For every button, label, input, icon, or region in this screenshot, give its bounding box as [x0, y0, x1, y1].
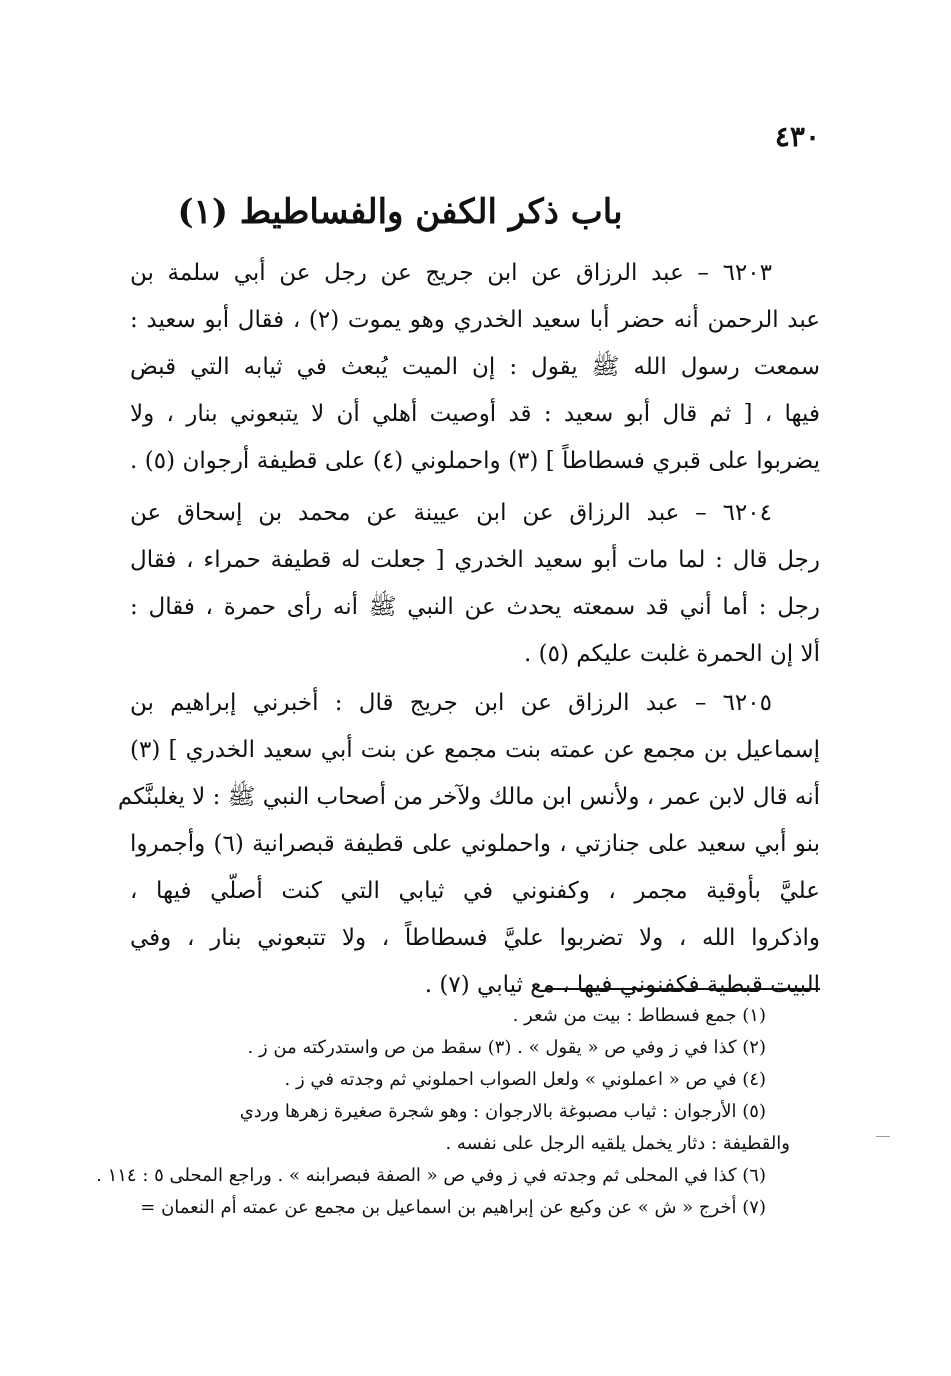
- footnote-line: (٥) الأرجوان : ثياب مصبوغة بالارجوان : وهو شجرة صغيرة زهرها وردي: [239, 1101, 766, 1122]
- footnote-line: (٤) في ص « اعملوني » ولعل الصواب احملوني ثم وجدته في ز .: [284, 1069, 766, 1090]
- text-line: بنو أبي سعيد على جنازتي ، واحملوني على قطيفة قبصرانية (٦) وأجمروا: [130, 831, 821, 857]
- text-line: ألا إن الحمرة غلبت عليكم (٥) .: [523, 641, 820, 667]
- footnote-line: (٧) أخرج « ش » عن وكيع عن إبراهيم بن اسماعيل بن مجمع عن عمته أم النعمان =: [140, 1197, 766, 1218]
- text-line: سمعت رسول الله ﷺ يقول : إن الميت يُبعث في ثيابه التي قبض: [130, 354, 820, 380]
- margin-mark: [876, 1136, 890, 1137]
- footnote-line: والقطيفة : دثار يخمل يلقيه الرجل على نفسه .: [445, 1133, 790, 1154]
- text-line: فيها ، [ ثم قال أبو سعيد : قد أوصيت أهلي أن لا يتبعوني بنار ، ولا: [130, 401, 820, 427]
- text-line: ٦٢٠٣ – عبد الرزاق عن ابن جريج عن رجل عن أبي سلمة بن: [130, 260, 772, 286]
- chapter-title: باب ذكر الكفن والفساطيط (١): [177, 192, 623, 232]
- footnote-line: (١) جمع فسطاط : بيت من شعر .: [512, 1005, 766, 1026]
- text-line: رجل : أما أني قد سمعته يحدث عن النبي ﷺ أنه رأى حمرة ، فقال :: [130, 594, 820, 620]
- page-number: ٤٣٠: [774, 120, 820, 153]
- hadith-6203: [130, 250, 820, 485]
- footnotes: [96, 1000, 790, 1224]
- footnote-line: (٢) كذا في ز وفي ص « يقول » . (٣) سقط من ص واستدركته من ز .: [247, 1037, 766, 1058]
- text-line: عبد الرحمن أنه حضر أبا سعيد الخدري وهو يموت (٢) ، فقال أبو سعيد :: [130, 307, 820, 333]
- text-line: عليَّ بأوقية مجمر ، وكفنوني في ثيابي التي كنت أصلّي فيها ،: [130, 878, 820, 904]
- hadith-6204: [130, 490, 820, 678]
- text-line: البيت قبطية فكفنوني فيها ، مع ثيابي (٧) .: [424, 972, 820, 998]
- text-line: ٦٢٠٤ – عبد الرزاق عن ابن عيينة عن محمد بن إسحاق عن: [130, 500, 772, 526]
- text-line: يضربوا على قبري فسطاطاً ] (٣) واحملوني (٤) على قطيفة أرجوان (٥) .: [130, 448, 820, 474]
- text-line: واذكروا الله ، ولا تضربوا عليَّ فسطاطاً ، ولا تتبعوني بنار ، وفي: [130, 925, 820, 951]
- text-line: رجل قال : لما مات أبو سعيد الخدري [ جعلت له قطيفة حمراء ، فقال: [130, 547, 820, 573]
- footnote-divider: [545, 988, 820, 990]
- text-line: إسماعيل بن مجمع عن عمته بنت مجمع عن بنت أبي سعيد الخدري ] (٣): [130, 737, 820, 763]
- text-line: أنه قال لابن عمر ، ولأنس ابن مالك ولآخر من أصحاب النبي ﷺ : لا يغلبنَّكم: [117, 784, 820, 810]
- text-line: ٦٢٠٥ – عبد الرزاق عن ابن جريج قال : أخبرني إبراهيم بن: [130, 690, 772, 716]
- footnote-line: (٦) كذا في المحلى ثم وجدته في ز وفي ص « الصفة فبصرابنه » . وراجع المحلى ٥ : ١١٤ .: [96, 1165, 766, 1186]
- hadith-6205: [117, 680, 821, 1009]
